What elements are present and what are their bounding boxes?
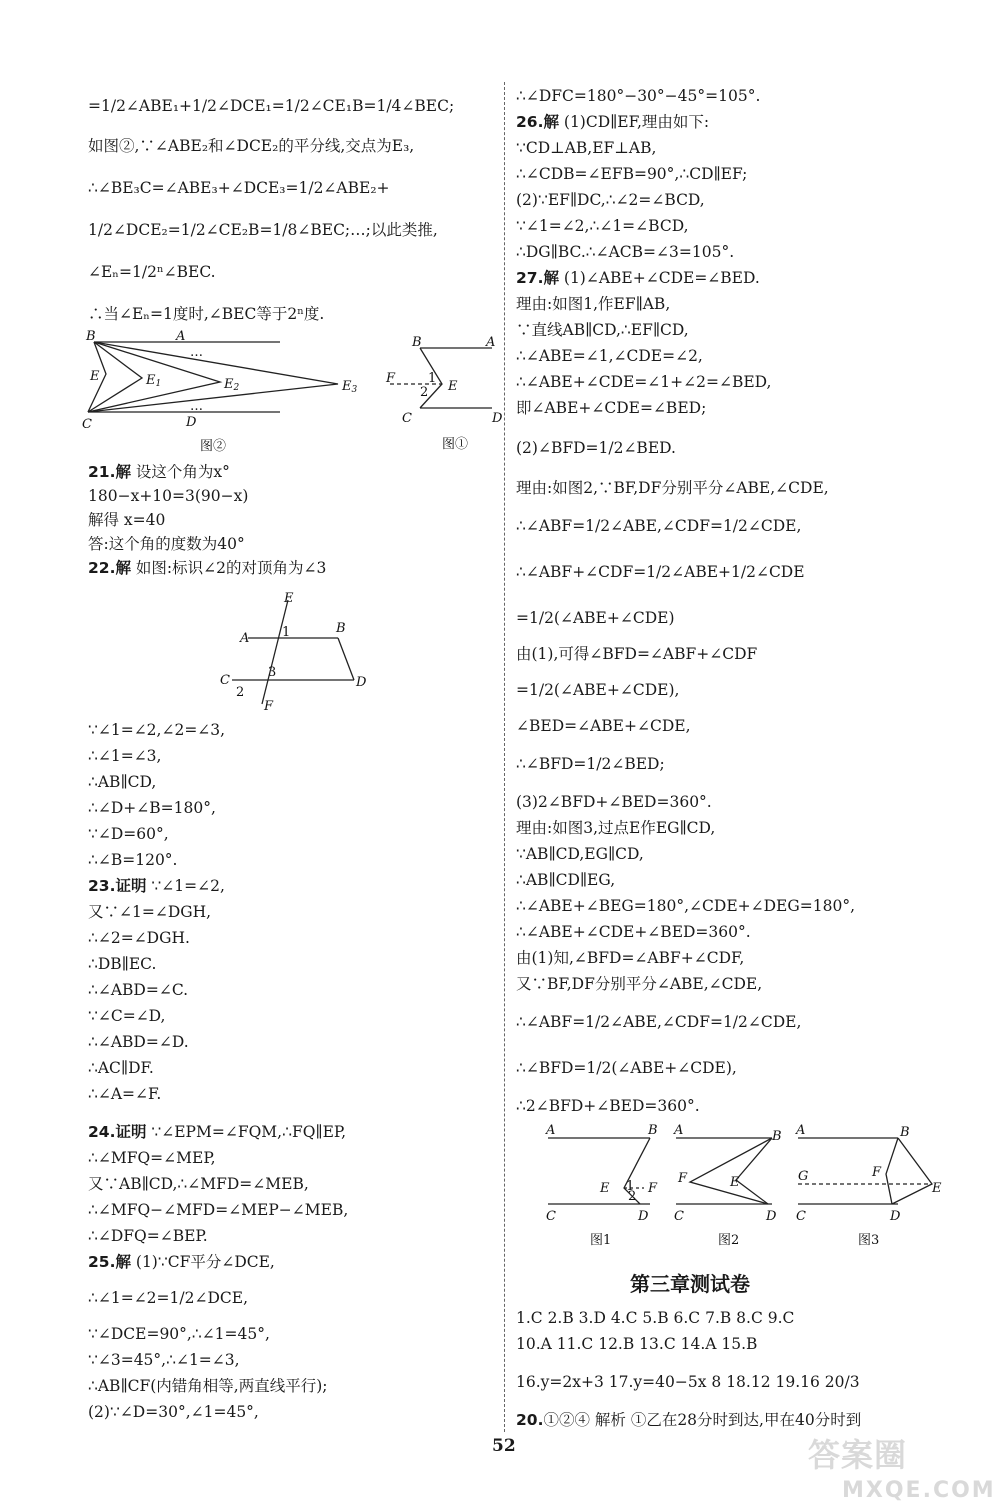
- line-text: ∵∠EPM=∠FQM,∴FQ∥EP,: [146, 1123, 347, 1141]
- solution-line: [88, 1200, 348, 1220]
- solution-line: [516, 516, 801, 536]
- question-number: 21.解: [88, 463, 131, 481]
- svg-text:G: G: [798, 1169, 809, 1184]
- solution-line: [516, 320, 689, 340]
- line-text: ∴∠ABF=1/2∠ABE,∠CDF=1/2∠CDE,: [516, 517, 802, 535]
- line-text: ∵∠C=∠D,: [88, 1007, 166, 1025]
- svg-text:A: A: [486, 335, 496, 350]
- svg-text:E: E: [932, 1181, 942, 1196]
- watermark-url: MXQE.COM: [842, 1478, 996, 1503]
- svg-text:B: B: [772, 1129, 782, 1144]
- svg-text:C: C: [82, 417, 92, 432]
- question-number: 27.解: [516, 269, 559, 287]
- line-text: ∴∠ABD=∠D.: [88, 1033, 189, 1051]
- solution-line: [88, 1288, 248, 1308]
- solution-line: [88, 304, 324, 324]
- svg-text:D: D: [766, 1209, 777, 1224]
- solution-line: [516, 1372, 860, 1392]
- svg-text:2: 2: [420, 385, 429, 400]
- line-text: 16.y=2x+3 17.y=40−5x 8 18.12 19.16 20/3: [516, 1373, 860, 1391]
- figure-1-2-3: [540, 1120, 950, 1250]
- fig-caption-3: 图3: [858, 1233, 880, 1248]
- fig2-caption: 图②: [200, 439, 227, 454]
- line-text: ∠BED=∠ABE+∠CDE,: [516, 717, 691, 735]
- line-text: ∵∠DCE=90°,∴∠1=45°,: [88, 1325, 270, 1343]
- svg-text:A: A: [176, 330, 186, 344]
- solution-line: [516, 268, 760, 288]
- solution-line: [516, 478, 829, 498]
- solution-line: [516, 1308, 794, 1328]
- solution-line: [88, 1376, 327, 1396]
- line-text: ∴∠1=∠3,: [88, 747, 162, 765]
- line-text: ∵∠D=60°,: [88, 825, 169, 843]
- solution-line: [88, 136, 414, 156]
- line-text: 由(1)知,∠BFD=∠ABF+∠CDF,: [516, 949, 745, 967]
- solution-line: [88, 1058, 154, 1078]
- line-text: ∴∠MFQ=∠MEP,: [88, 1149, 216, 1167]
- solution-line: [516, 216, 689, 236]
- question-number: 23.证明: [88, 877, 147, 895]
- solution-line: [516, 1058, 737, 1078]
- fig1-caption: 图①: [442, 437, 469, 452]
- line-text: 又∵BF,DF分别平分∠ABE,∠CDE,: [516, 975, 763, 993]
- line-text: ∴∠ABF+∠CDF=1/2∠ABE+1/2∠CDE: [516, 563, 805, 581]
- figure-problem-22: [218, 592, 378, 712]
- line-text: ∴DG∥BC.∴∠ACB=∠3=105°.: [516, 243, 735, 261]
- line-text: ∴∠ABD=∠C.: [88, 981, 189, 999]
- solution-line: [88, 902, 211, 922]
- solution-line: [516, 792, 712, 812]
- solution-line: [88, 558, 326, 578]
- solution-line: [88, 262, 216, 282]
- line-text: ∴∠BFD=1/2∠BED;: [516, 755, 665, 773]
- question-number: 22.解: [88, 559, 131, 577]
- line-text: ∴∠2=∠DGH.: [88, 929, 190, 947]
- svg-text:C: C: [402, 411, 412, 426]
- solution-line: [88, 746, 161, 766]
- figure-2-and-1: [80, 330, 510, 454]
- line-text: ∴∠ABF=1/2∠ABE,∠CDF=1/2∠CDE,: [516, 1013, 802, 1031]
- line-text: ∴∠ABE+∠CDE+∠BED=360°.: [516, 923, 751, 941]
- line-text: 理由:如图1,作EF∥AB,: [516, 295, 671, 313]
- line-text: ∴∠D+∠B=180°,: [88, 799, 216, 817]
- line-text: 10.A 11.C 12.B 13.C 14.A 15.B: [516, 1335, 758, 1353]
- solution-line: [516, 242, 734, 262]
- question-number: 24.证明: [88, 1123, 147, 1141]
- solution-line: [516, 112, 709, 132]
- solution-line: [88, 850, 178, 870]
- svg-text:E1: E1: [146, 373, 162, 389]
- svg-text:C: C: [546, 1209, 556, 1224]
- solution-line: [88, 96, 454, 116]
- svg-text:2: 2: [628, 1189, 637, 1204]
- solution-line: [88, 824, 169, 844]
- line-text: 又∵AB∥CD,∴∠MFD=∠MEB,: [88, 1175, 309, 1193]
- line-text: =1/2(∠ABE+∠CDE),: [516, 681, 680, 699]
- solution-line: [88, 1402, 259, 1422]
- solution-line: [516, 372, 771, 392]
- svg-text:…: …: [190, 399, 203, 414]
- solution-line: [88, 1032, 189, 1052]
- line-text: ∴∠1=∠2=1/2∠DCE,: [88, 1289, 248, 1307]
- line-text: ∴AB∥CD,: [88, 773, 157, 791]
- question-number: 25.解: [88, 1253, 131, 1271]
- solution-line: [88, 486, 248, 506]
- solution-line: [88, 534, 245, 554]
- line-text: 1.C 2.B 3.D 4.C 5.B 6.C 7.B 8.C 9.C: [516, 1309, 795, 1327]
- line-text: (1)∠ABE+∠CDE=∠BED.: [558, 269, 760, 287]
- solution-line: [516, 1410, 861, 1430]
- svg-text:A: A: [674, 1123, 684, 1138]
- solution-line: [516, 818, 715, 838]
- svg-text:1: 1: [428, 371, 437, 386]
- svg-text:B: B: [336, 621, 346, 636]
- solution-line: [516, 974, 762, 994]
- solution-line: [88, 178, 390, 198]
- svg-text:A: A: [796, 1123, 806, 1138]
- svg-text:E: E: [600, 1181, 610, 1196]
- svg-text:E: E: [90, 369, 100, 384]
- line-text: ∴AC∥DF.: [88, 1059, 154, 1077]
- svg-text:F: F: [678, 1171, 688, 1186]
- solution-line: [516, 644, 757, 664]
- svg-text:B: B: [86, 330, 96, 344]
- solution-line: [516, 680, 679, 700]
- question-number: 20.: [516, 1411, 544, 1429]
- svg-text:B: B: [900, 1125, 910, 1140]
- solution-line: [516, 398, 706, 418]
- line-text: 理由:如图3,过点E作EG∥CD,: [516, 819, 716, 837]
- svg-text:D: D: [890, 1209, 901, 1224]
- line-text: (3)2∠BFD+∠BED=360°.: [516, 793, 712, 811]
- column-divider: [504, 82, 505, 1432]
- solution-line: [516, 346, 703, 366]
- solution-line: [88, 1006, 166, 1026]
- line-text: 答:这个角的度数为40°: [88, 535, 245, 553]
- svg-text:D: D: [638, 1209, 649, 1224]
- fig-caption-1: 图1: [590, 1233, 612, 1248]
- solution-line: [516, 562, 805, 582]
- svg-text:F: F: [264, 699, 274, 712]
- line-text: (2)∠BFD=1/2∠BED.: [516, 439, 676, 457]
- solution-line: [88, 798, 216, 818]
- line-text: ∴∠ABE+∠CDE=∠1+∠2=∠BED,: [516, 373, 772, 391]
- line-text: ①②④ 解析 ①乙在28分时到达,甲在40分时到: [543, 1411, 862, 1429]
- line-text: 又∵∠1=∠DGH,: [88, 903, 212, 921]
- solution-line: [88, 510, 165, 530]
- svg-text:D: D: [492, 411, 503, 426]
- fig-caption-2: 图2: [718, 1233, 740, 1248]
- line-text: ∵CD⊥AB,EF⊥AB,: [516, 139, 657, 157]
- svg-text:B: B: [412, 335, 422, 350]
- solution-line: [88, 720, 225, 740]
- line-text: 1/2∠DCE₂=1/2∠CE₂B=1/8∠BEC;…;以此类推,: [88, 221, 438, 239]
- solution-line: [516, 138, 656, 158]
- solution-line: [516, 1334, 757, 1354]
- line-text: (1)CD∥EF,理由如下:: [558, 113, 710, 131]
- line-text: ∴AB∥CF(内错角相等,两直线平行);: [88, 1377, 328, 1395]
- svg-text:D: D: [186, 415, 197, 430]
- svg-text:C: C: [796, 1209, 806, 1224]
- solution-line: [516, 190, 705, 210]
- solution-line: [516, 608, 675, 628]
- line-text: ∴DB∥EC.: [88, 955, 157, 973]
- solution-line: [88, 1324, 270, 1344]
- line-text: ∴∠B=120°.: [88, 851, 178, 869]
- line-text: 由(1),可得∠BFD=∠ABF+∠CDF: [516, 645, 758, 663]
- svg-text:B: B: [648, 1123, 658, 1138]
- svg-text:F: F: [386, 371, 396, 386]
- line-text: ∵∠3=45°,∴∠1=∠3,: [88, 1351, 240, 1369]
- page-number: 52: [492, 1436, 516, 1456]
- line-text: ∴∠MFQ−∠MFD=∠MEP−∠MEB,: [88, 1201, 349, 1219]
- solution-line: [88, 220, 438, 240]
- line-text: ∠Eₙ=1/2ⁿ∠BEC.: [88, 263, 216, 281]
- line-text: ∴∠DFC=180°−30°−45°=105°.: [516, 87, 761, 105]
- watermark-logo: 答案圈: [808, 1436, 908, 1474]
- svg-text:2: 2: [236, 685, 245, 700]
- line-text: ∴∠DFQ=∠BEP.: [88, 1227, 208, 1245]
- line-text: ∵∠1=∠2,: [146, 877, 225, 895]
- question-number: 26.解: [516, 113, 559, 131]
- solution-line: [88, 928, 190, 948]
- line-text: (1)∵CF平分∠DCE,: [130, 1253, 275, 1271]
- svg-text:E2: E2: [224, 377, 240, 393]
- line-text: ∵AB∥CD,EG∥CD,: [516, 845, 644, 863]
- solution-line: [88, 1174, 309, 1194]
- line-text: 180−x+10=3(90−x): [88, 487, 249, 505]
- svg-text:1: 1: [626, 1179, 635, 1194]
- solution-line: [516, 294, 670, 314]
- line-text: (2)∵EF∥DC,∴∠2=∠BCD,: [516, 191, 705, 209]
- line-text: 如图:标识∠2的对顶角为∠3: [130, 559, 327, 577]
- solution-line: [516, 1012, 801, 1032]
- line-text: 如图②,∵∠ABE₂和∠DCE₂的平分线,交点为E₃,: [88, 137, 415, 155]
- svg-text:E: E: [284, 592, 294, 606]
- line-text: ∵∠1=∠2,∠2=∠3,: [88, 721, 226, 739]
- svg-text:C: C: [674, 1209, 684, 1224]
- solution-line: [516, 922, 751, 942]
- solution-line: [516, 754, 665, 774]
- line-text: 解得 x=40: [88, 511, 166, 529]
- solution-line: [88, 462, 230, 482]
- svg-text:1: 1: [282, 625, 291, 640]
- solution-line: [516, 870, 615, 890]
- line-text: ∴∠ABE=∠1,∠CDE=∠2,: [516, 347, 703, 365]
- solution-line: [516, 948, 744, 968]
- line-text: =1/2∠ABE₁+1/2∠DCE₁=1/2∠CE₁B=1/4∠BEC;: [88, 97, 455, 115]
- solution-line: [88, 1148, 216, 1168]
- line-text: ∴∠CDB=∠EFB=90°,∴CD∥EF;: [516, 165, 748, 183]
- svg-text:D: D: [356, 675, 367, 690]
- line-text: ∴∠BE₃C=∠ABE₃+∠DCE₃=1/2∠ABE₂+: [88, 179, 390, 197]
- solution-line: [516, 844, 644, 864]
- line-text: (2)∵∠D=30°,∠1=45°,: [88, 1403, 259, 1421]
- line-text: 设这个角为x°: [130, 463, 230, 481]
- solution-line: [88, 876, 225, 896]
- line-text: ∵∠1=∠2,∴∠1=∠BCD,: [516, 217, 689, 235]
- line-text: ∵直线AB∥CD,∴EF∥CD,: [516, 321, 689, 339]
- solution-line: [88, 980, 188, 1000]
- line-text: ∴∠BFD=1/2(∠ABE+∠CDE),: [516, 1059, 737, 1077]
- line-text: ∴∠ABE+∠BEG=180°,∠CDE+∠DEG=180°,: [516, 897, 855, 915]
- solution-line: [516, 86, 760, 106]
- solution-line: [88, 1122, 346, 1142]
- svg-text:3: 3: [268, 665, 277, 680]
- svg-text:C: C: [220, 673, 230, 688]
- svg-text:A: A: [240, 631, 250, 646]
- solution-line: [516, 896, 855, 916]
- line-text: ∴当∠Eₙ=1度时,∠BEC等于2ⁿ度.: [88, 305, 325, 323]
- svg-text:E: E: [448, 379, 458, 394]
- solution-line: [88, 1226, 208, 1246]
- solution-line: [516, 1096, 700, 1116]
- line-text: 即∠ABE+∠CDE=∠BED;: [516, 399, 707, 417]
- solution-line: [516, 438, 676, 458]
- solution-line: [88, 772, 156, 792]
- solution-line: [88, 1252, 275, 1272]
- svg-text:F: F: [648, 1181, 658, 1196]
- solution-line: [516, 164, 747, 184]
- line-text: =1/2(∠ABE+∠CDE): [516, 609, 675, 627]
- solution-line: [88, 1084, 161, 1104]
- chapter-title: 第三章测试卷: [630, 1272, 750, 1296]
- line-text: ∴AB∥CD∥EG,: [516, 871, 616, 889]
- solution-line: [88, 1350, 240, 1370]
- svg-text:A: A: [546, 1123, 556, 1138]
- svg-text:E: E: [730, 1175, 740, 1190]
- line-text: 理由:如图2,∵BF,DF分别平分∠ABE,∠CDE,: [516, 479, 829, 497]
- line-text: ∴∠A=∠F.: [88, 1085, 162, 1103]
- svg-text:F: F: [872, 1165, 882, 1180]
- solution-line: [516, 716, 691, 736]
- solution-line: [88, 954, 156, 974]
- svg-text:E3: E3: [342, 379, 358, 395]
- svg-text:…: …: [190, 345, 203, 360]
- line-text: ∴2∠BFD+∠BED=360°.: [516, 1097, 700, 1115]
